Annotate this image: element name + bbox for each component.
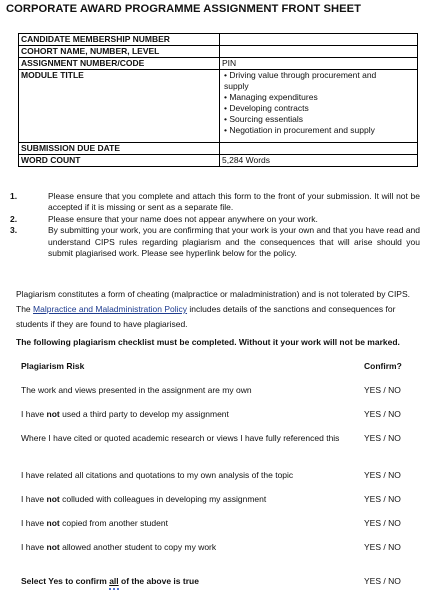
- row-text-pre: The work and views presented in the assignment are my own: [21, 385, 252, 395]
- page-title: CORPORATE AWARD PROGRAMME ASSIGNMENT FRONT SHEET: [6, 3, 362, 15]
- cohort-value: [220, 46, 418, 58]
- instruction-text: Please ensure that you complete and attach this form to the front of your submission. It will not be accepted if it is missing or sent as a separate file.: [48, 191, 420, 213]
- yes-no-answer[interactable]: YES / NO: [364, 494, 401, 504]
- module-item: • Driving value through procurement and: [224, 70, 377, 80]
- cohort-label: COHORT NAME, NUMBER, LEVEL: [19, 46, 220, 58]
- final-confirmation-text: [21, 576, 351, 587]
- final-yes-no-answer[interactable]: YES / NO: [364, 576, 401, 586]
- final-text-all: [109, 576, 118, 586]
- module-item: • Managing expenditures: [224, 92, 318, 102]
- module-item: • Developing contracts: [224, 103, 309, 113]
- submission-due-value: [220, 143, 418, 155]
- checklist-row-text: [21, 409, 351, 420]
- module-item: • Sourcing essentials: [224, 114, 304, 124]
- final-text-all-word: all: [109, 576, 119, 586]
- row-text-pre: I have: [21, 542, 47, 552]
- row-text-pre: Where I have cited or quoted academic research or views I have fully referenced this: [21, 433, 340, 443]
- checklist-row-text: [21, 494, 351, 505]
- instruction-text: Please ensure that your name does not appear anywhere on your work.: [48, 213, 318, 224]
- row-text-bold: not: [46, 494, 60, 504]
- yes-no-answer[interactable]: YES / NO: [364, 542, 401, 552]
- checklist-row-text: [21, 385, 351, 396]
- word-count-label: WORD COUNT: [19, 155, 220, 167]
- final-text-post: of the above is true: [118, 576, 199, 586]
- plagiarism-text-end: includes details of the sanctions and consequences for students if they are found to have plagiarised.: [16, 303, 396, 329]
- row-text-bold: not: [46, 409, 60, 419]
- row-text-bold: not: [46, 542, 60, 552]
- yes-no-answer[interactable]: YES / NO: [364, 470, 401, 480]
- instruction-item: [10, 214, 420, 225]
- malpractice-policy-link[interactable]: Malpractice and Maladministration Policy: [33, 303, 188, 314]
- row-text-post: allowed another student to copy my work: [59, 542, 217, 552]
- checklist-row-text: [21, 433, 351, 444]
- checklist-row-text: [21, 518, 351, 529]
- assignment-label: ASSIGNMENT NUMBER/CODE: [19, 58, 220, 70]
- candidate-info-table: [18, 33, 418, 167]
- checklist-row-text: [21, 470, 351, 481]
- plagiarism-risk-header: Plagiarism Risk: [21, 361, 85, 371]
- instruction-item: [10, 191, 420, 214]
- row-text-pre: I have: [21, 409, 47, 419]
- row-text-post: copied from another student: [59, 518, 168, 528]
- instruction-number: 1.: [10, 191, 18, 201]
- spellcheck-underline: [109, 588, 118, 590]
- row-text-pre: I have: [21, 518, 47, 528]
- instruction-item: [10, 225, 420, 259]
- confirm-header: Confirm?: [364, 361, 402, 371]
- yes-no-answer[interactable]: YES / NO: [364, 518, 401, 528]
- checklist-row-text: [21, 542, 351, 553]
- plagiarism-text-start: Plagiarism constitutes a form of cheating (malpractice or maladministration) and is not tolerated by CIPS. The: [16, 289, 411, 314]
- candidate-membership-label: CANDIDATE MEMBERSHIP NUMBER: [19, 34, 220, 46]
- row-text-post: used a third party to develop my assignment: [59, 409, 229, 419]
- plagiarism-paragraph: [16, 287, 416, 331]
- instruction-number: 2.: [10, 213, 18, 224]
- module-title-list: [220, 70, 418, 143]
- row-text-bold: not: [46, 518, 60, 528]
- module-item: supply: [224, 81, 249, 91]
- final-text-pre: Select Yes to confirm: [21, 576, 110, 586]
- yes-no-answer[interactable]: YES / NO: [364, 433, 401, 443]
- row-text-pre: I have related all citations and quotations to my own analysis of the topic: [21, 470, 294, 480]
- yes-no-answer[interactable]: YES / NO: [364, 385, 401, 395]
- yes-no-answer[interactable]: YES / NO: [364, 409, 401, 419]
- module-item: • Negotiation in procurement and supply: [224, 125, 375, 135]
- candidate-membership-value: [220, 34, 418, 46]
- row-text-post: colluded with colleagues in developing my assignment: [59, 494, 267, 504]
- checklist-heading: The following plagiarism checklist must be completed. Without it your work will not be marked.: [16, 337, 400, 347]
- assignment-value: PIN: [220, 58, 418, 70]
- instruction-text: By submitting your work, you are confirming that your work is your own and that you have read and understand CIPS rules regarding plagiarism and the consequences that will arise should you submit plagiarised work. Please see hyperlink below for the policy.: [48, 225, 420, 259]
- word-count-value: 5,284 Words: [220, 155, 418, 167]
- module-title-label: MODULE TITLE: [19, 70, 220, 143]
- instructions-list: [10, 191, 420, 259]
- instruction-number: 3.: [10, 225, 18, 236]
- submission-due-label: SUBMISSION DUE DATE: [19, 143, 220, 155]
- row-text-pre: I have: [21, 494, 47, 504]
